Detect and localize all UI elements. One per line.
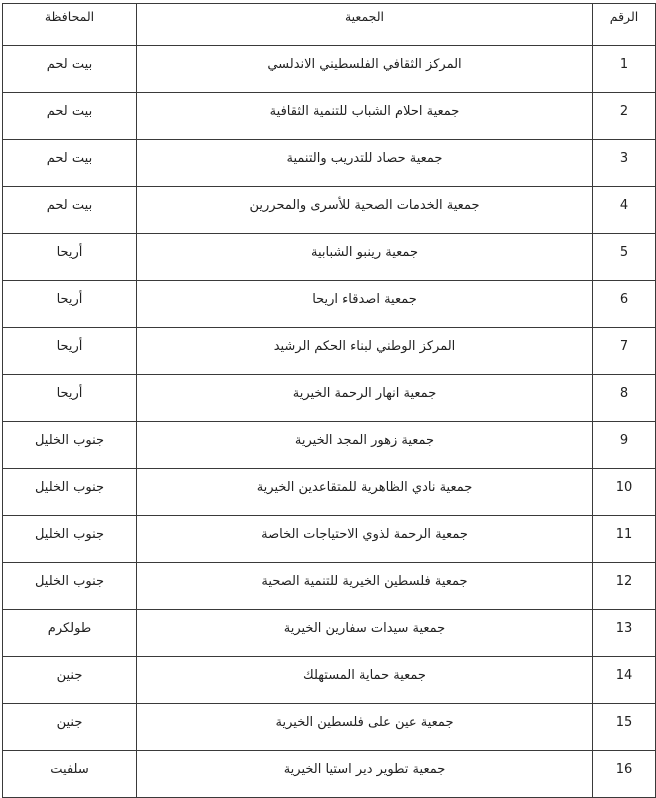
table-row: [3, 93, 656, 140]
table-row: [3, 375, 656, 422]
cell-governorate: أريحا: [3, 375, 137, 422]
cell-number: 1: [593, 46, 656, 93]
header-governorate: المحافظة: [3, 4, 137, 46]
cell-association: جمعية رينبو الشبابية: [137, 234, 593, 281]
table-row: [3, 563, 656, 610]
table-row: [3, 328, 656, 375]
header-number: الرقم: [593, 4, 656, 46]
cell-governorate: سلفيت: [3, 751, 137, 798]
cell-governorate: أريحا: [3, 234, 137, 281]
cell-number: 16: [593, 751, 656, 798]
cell-number: 10: [593, 469, 656, 516]
cell-number: 13: [593, 610, 656, 657]
cell-number: 8: [593, 375, 656, 422]
cell-association: جمعية حصاد للتدريب والتنمية: [137, 140, 593, 187]
cell-association: جمعية نادي الظاهرية للمتقاعدين الخيرية: [137, 469, 593, 516]
cell-governorate: جنوب الخليل: [3, 422, 137, 469]
cell-association: المركز الثقافي الفلسطيني الاندلسي: [137, 46, 593, 93]
table-row: [3, 469, 656, 516]
cell-governorate: بيت لحم: [3, 46, 137, 93]
table-body: [3, 46, 656, 798]
cell-governorate: جنوب الخليل: [3, 563, 137, 610]
table-row: [3, 704, 656, 751]
table-row: [3, 46, 656, 93]
cell-governorate: بيت لحم: [3, 187, 137, 234]
cell-governorate: بيت لحم: [3, 93, 137, 140]
cell-governorate: جنين: [3, 657, 137, 704]
table-row: [3, 751, 656, 798]
cell-governorate: جنين: [3, 704, 137, 751]
cell-number: 6: [593, 281, 656, 328]
cell-governorate: أريحا: [3, 328, 137, 375]
cell-number: 5: [593, 234, 656, 281]
cell-governorate: جنوب الخليل: [3, 469, 137, 516]
cell-number: 14: [593, 657, 656, 704]
cell-number: 2: [593, 93, 656, 140]
table-row: [3, 516, 656, 563]
table-row: [3, 610, 656, 657]
table-row: [3, 140, 656, 187]
cell-association: جمعية سيدات سفارين الخيرية: [137, 610, 593, 657]
cell-association: جمعية الخدمات الصحية للأسرى والمحررين: [137, 187, 593, 234]
cell-number: 15: [593, 704, 656, 751]
cell-number: 7: [593, 328, 656, 375]
cell-association: جمعية انهار الرحمة الخيرية: [137, 375, 593, 422]
cell-association: جمعية عين على فلسطين الخيرية: [137, 704, 593, 751]
cell-number: 11: [593, 516, 656, 563]
header-association: الجمعية: [137, 4, 593, 46]
cell-association: جمعية تطوير دير استيا الخيرية: [137, 751, 593, 798]
cell-governorate: بيت لحم: [3, 140, 137, 187]
cell-association: جمعية زهور المجد الخيرية: [137, 422, 593, 469]
cell-governorate: جنوب الخليل: [3, 516, 137, 563]
cell-governorate: أريحا: [3, 281, 137, 328]
table-row: [3, 281, 656, 328]
cell-number: 12: [593, 563, 656, 610]
cell-association: جمعية اصدقاء اريحا: [137, 281, 593, 328]
cell-number: 4: [593, 187, 656, 234]
table-row: [3, 657, 656, 704]
cell-number: 9: [593, 422, 656, 469]
table-header-row: [3, 4, 656, 46]
cell-association: جمعية حماية المستهلك: [137, 657, 593, 704]
cell-association: جمعية احلام الشباب للتنمية الثقافية: [137, 93, 593, 140]
cell-association: جمعية الرحمة لذوي الاحتياجات الخاصة: [137, 516, 593, 563]
table-row: [3, 187, 656, 234]
cell-number: 3: [593, 140, 656, 187]
table-row: [3, 422, 656, 469]
table-row: [3, 234, 656, 281]
cell-association: جمعية فلسطين الخيرية للتنمية الصحية: [137, 563, 593, 610]
cell-governorate: طولكرم: [3, 610, 137, 657]
cell-association: المركز الوطني لبناء الحكم الرشيد: [137, 328, 593, 375]
associations-table: [2, 3, 656, 798]
